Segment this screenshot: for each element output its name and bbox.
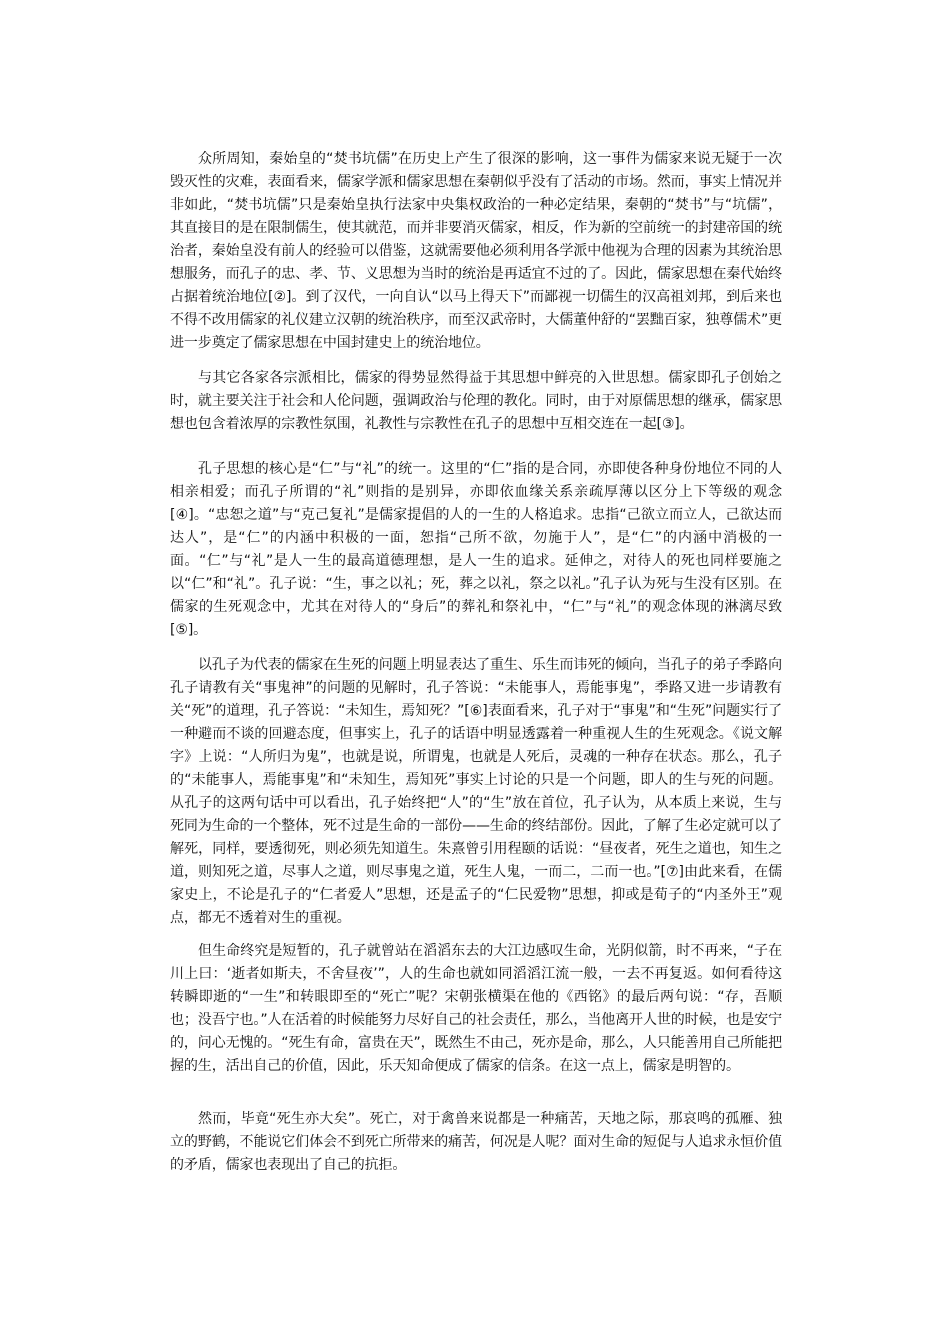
paragraph-life-and-death: 以孔子为代表的儒家在生死的问题上明显表达了重生、乐生而讳死的倾向，当孔子的弟子季路向孔子请教有关“事鬼神”的问题的见解时，孔子答说：“未能事人，焉能事鬼”，季路又进一步请教有关“死”的道理，孔子答说：“未知生，焉知死？”[⑥]表面看来，孔子对于“事鬼”和“生死”问题实行了一种避而不谈的回避态度，但事实上，孔子的话语中明显透露着一种重视人生的生死观念。《说文解字》上说：“人所归为鬼”，也就是说，所谓鬼，也就是人死后，灵魂的一种存在状态。那么，孔子的“未能事人，焉能事鬼”和“未知生，焉知死”事实上讨论的只是一个问题，即人的生与死的问题。从孔子的这两句话中可以看出，孔子始终把“人”的“生”放在首位，孔子认为，从本质上来说，生与死同为生命的一个整体，死不过是生命的一部份——生命的终结部份。因此，了解了生必定就可以了解死，同样，要透彻死，则必须先知道生。朱熹曾引用程颐的话说：“昼夜者，死生之道也，知生之道，则知死之道，尽事人之道，则尽事鬼之道，死生人鬼，一而二，二而一也。”[⑦]由此来看，在儒家史上，不论是孔子的“仁者爱人”思想，还是孟子的“仁民爱物”思想，抑或是荀子的“内圣外王”观点，都无不透着对生的重视。 — [170, 657, 782, 926]
paragraph-confucian-worldly-thought: 与其它各家各宗派相比，儒家的得势显然得益于其思想中鲜亮的入世思想。儒家即孔子创始之时，就主要关注于社会和人伦问题，强调政治与伦理的教化。同时，由于对原儒思想的继承，儒家思想也包含着浓厚的宗教性氛围，礼教性与宗教性在孔子的思想中互相交连在一起[③]。 — [170, 370, 782, 432]
paragraph-short-life: 但生命终究是短暂的，孔子就曾站在滔滔东去的大江边感叹生命，光阴似箭，时不再来，“子在川上曰：‘逝者如斯夫，不舍昼夜’”，人的生命也就如同滔滔江流一般，一去不再复返。如何看待这转瞬即逝的“一生”和转眼即至的“死亡”呢？宋朝张横渠在他的《西铭》的最后两句说：“存，吾顺也；没吾宁也。”人在活着的时候能努力尽好自己的社会责任，那么，当他离开人世的时候，也是安宁的，问心无愧的。“死生有命，富贵在天”，既然生不由己，死亦是命，那么，人只能善用自己所能把握的生，活出自己的价值，因此，乐天知命便成了儒家的信条。在这一点上，儒家是明智的。 — [170, 943, 783, 1074]
paragraph-ren-and-li: 孔子思想的核心是“仁”与“礼”的统一。这里的“仁”指的是合同，亦即使各种身份地位不同的人相亲相爱；而孔子所谓的“礼”则指的是别异，亦即依血缘关系亲疏厚薄以区分上下等级的观念[④]。“忠恕之道”与“克己复礼”是儒家提倡的人的一生的人格追求。忠指“己欲立而立人，己欲达而达人”，是“仁”的内涵中积极的一面，恕指“己所不欲，勿施于人”，是“仁”的内涵中消极的一面。“仁”与“礼”是人一生的最高道德理想，是人一生的追求。延伸之，对待人的死也同样要施之以“仁”和“礼”。孔子说：“生，事之以礼；死，葬之以礼，祭之以礼。”孔子认为死与生没有区别。在儒家的生死观念中，尤其在对待人的“身后”的葬礼和祭礼中，“仁”与“礼”的观念体现的淋漓尽致[⑤]。 — [170, 461, 782, 638]
paragraph-death-is-great: 然而，毕竟“死生亦大矣”。死亡，对于禽兽来说都是一种痛苦，天地之际，那哀鸣的孤雁、独立的野鹤，不能说它们体会不到死亡所带来的痛苦，何况是人呢？面对生命的短促与人追求永恒价值的矛盾，儒家也表现出了自己的抗拒。 — [170, 1111, 782, 1173]
paragraph-qin-burning-books: 众所周知，秦始皇的“焚书坑儒”在历史上产生了很深的影响，这一事件为儒家来说无疑于一次毁灭性的灾难，表面看来，儒家学派和儒家思想在秦朝似乎没有了活动的市场。然而，事实上情况并非如此，“焚书坑儒”只是秦始皇执行法家中央集权政治的一种必定结果，秦朝的“焚书”与“坑儒”，其直接目的是在限制儒生，使其就范，而并非要消灭儒家，相反，作为新的空前统一的封建帝国的统治者，秦始皇没有前人的经验可以借鉴，这就需要他必须利用各学派中他视为合理的因素为其统治思想服务，而孔子的忠、孝、节、义思想为当时的统治是再适宜不过的了。因此，儒家思想在秦代始终占据着统治地位[②]。到了汉代，一向自认“以马上得天下”而鄙视一切儒生的汉高祖刘邦，到后来也不得不改用儒家的礼仪建立汉朝的统治秩序，而至汉武帝时，大儒董仲舒的“罢黜百家，独尊儒术”更进一步奠定了儒家思想在中国封建史上的统治地位。 — [170, 151, 783, 351]
